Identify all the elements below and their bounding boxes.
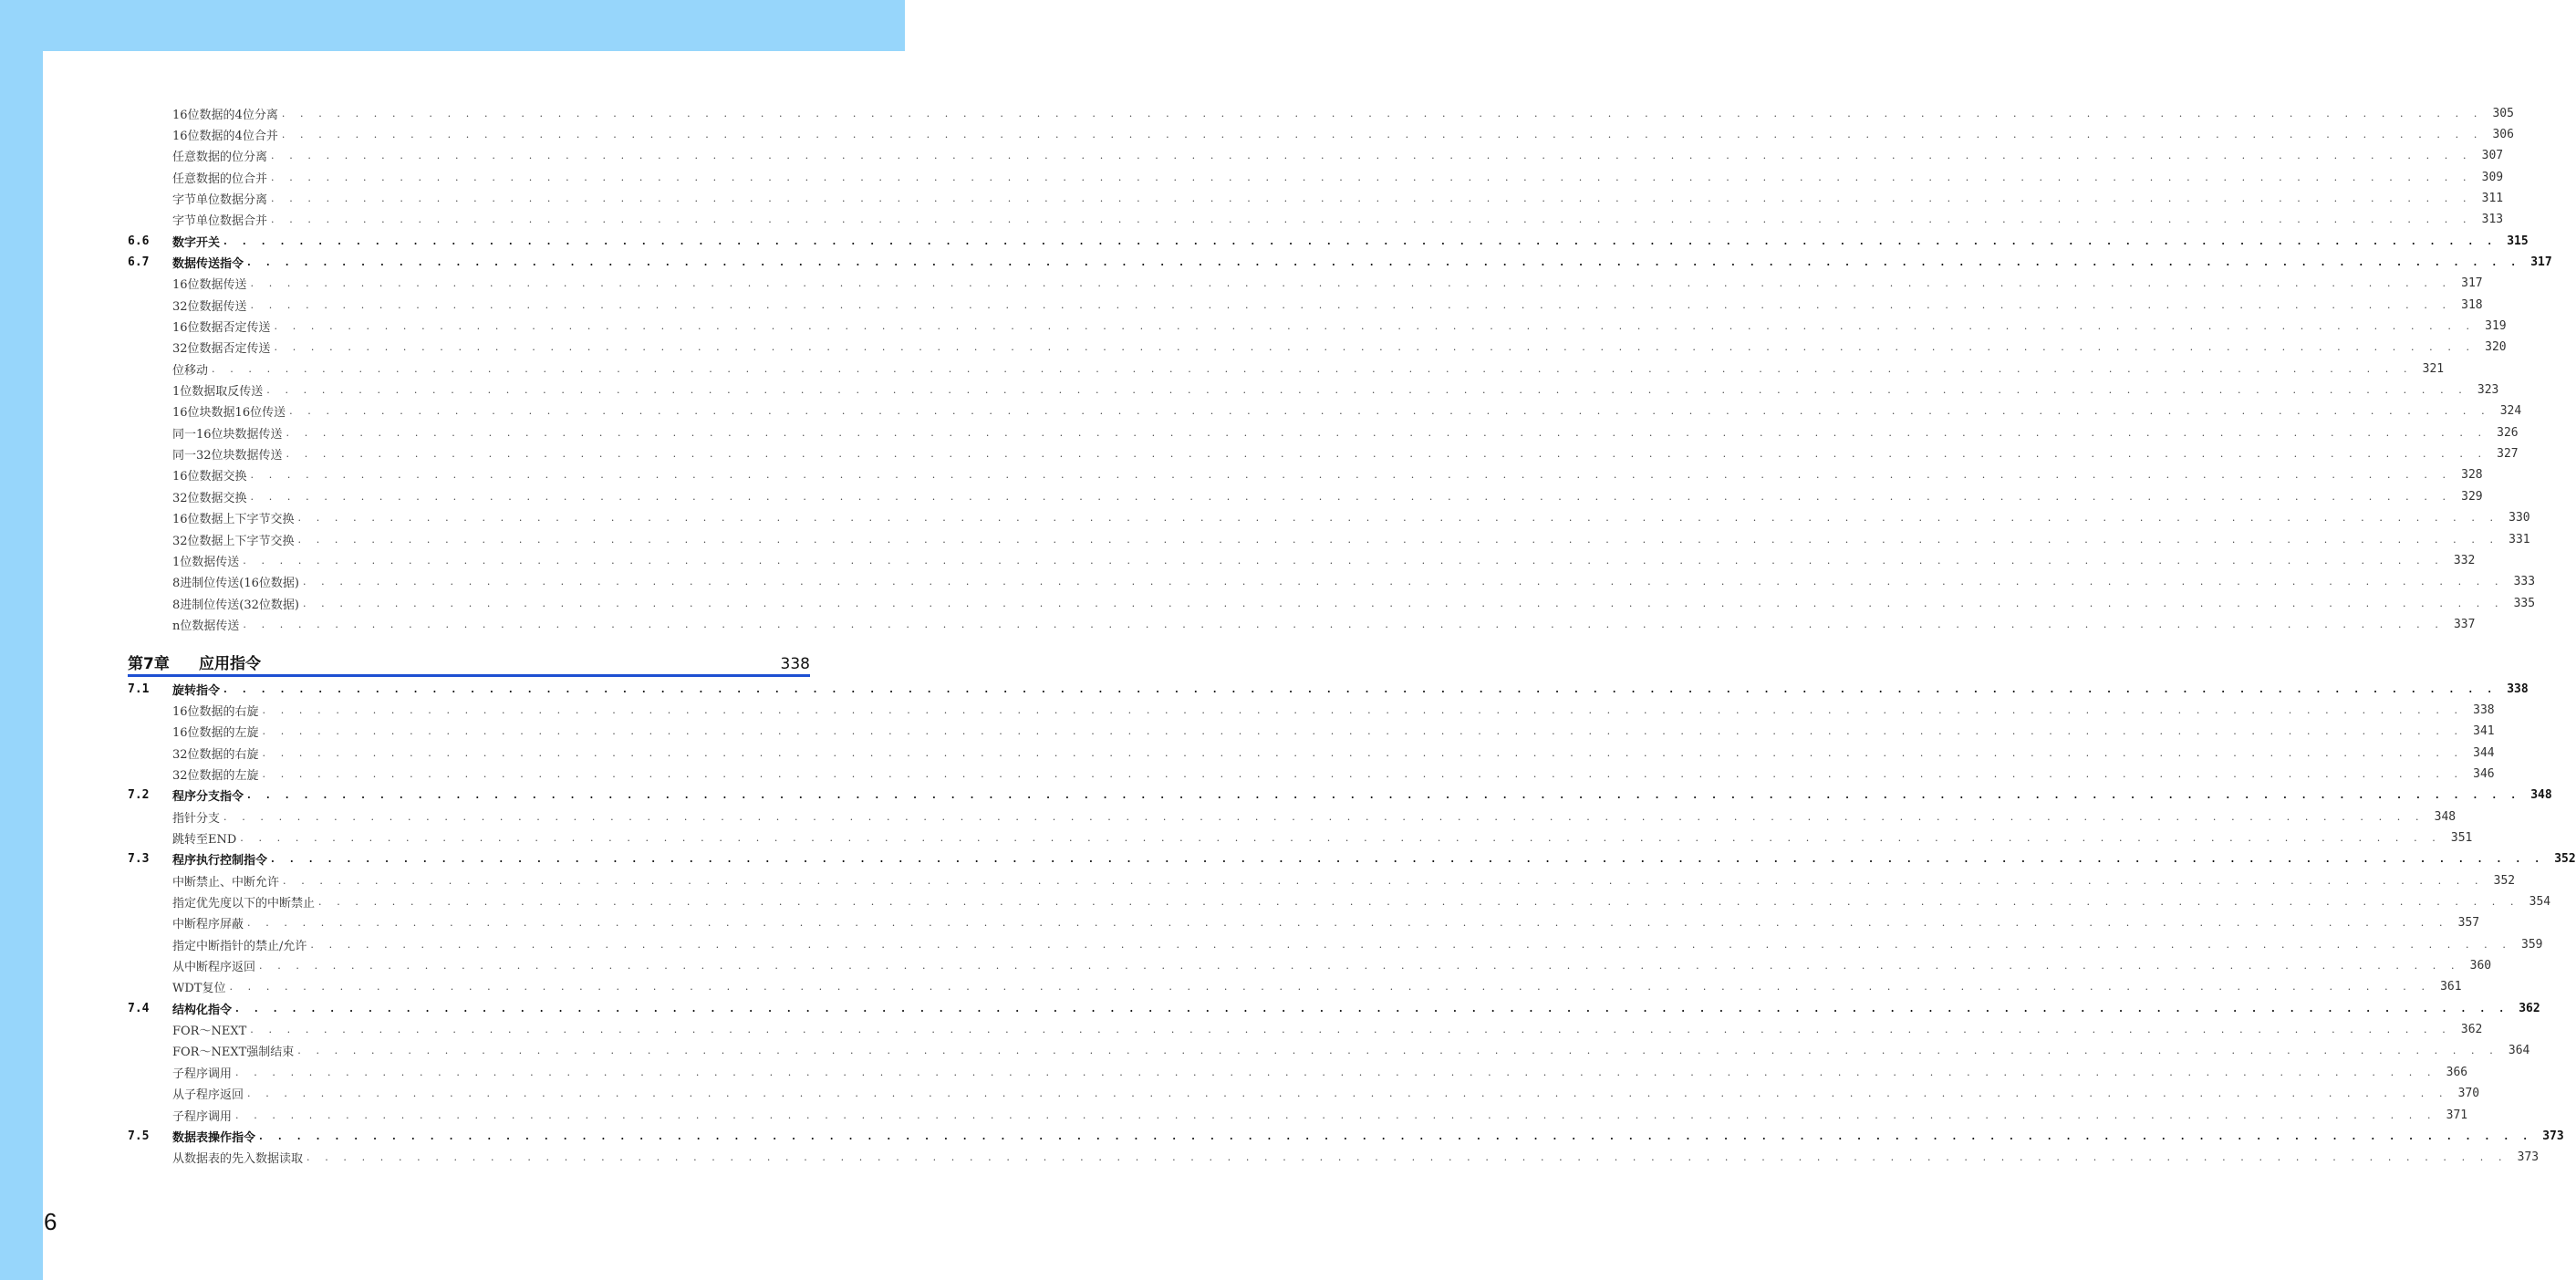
dot-leader: . . . . . . . . . . . . . . . . . . . . . . . . . . . . . . . . . . . . . . . . . . . . . . . . . . . . . . . . . . . . . . . . . . . . . . . . . . . . . . . . . . . . . . . . . . . . . . . . . . . . . . . . . . . . . . . . . . . . . . . . <box>306 1151 2508 1164</box>
entry-title: FOR～NEXT强制结束 <box>172 1046 295 1060</box>
dot-leader: . . . . . . . . . . . . . . . . . . . . . . . . . . . . . . . . . . . . . . . . . . . . . . . . . . . . . . . . . . . . . . . . . . . . . . . . . . . . . . . . . . . . . . . . . . . . . . . . . . . . . . . . . . . . . . . . . . . . . . . . <box>318 896 2520 908</box>
entry-title: 数据表操作指令 <box>172 1130 256 1145</box>
dot-leader: . . . . . . . . . . . . . . . . . . . . . . . . . . . . . . . . . . . . . . . . . . . . . . . . . . . . . . . . . . . . . . . . . . . . . . . . . . . . . . . . . . . . . . . . . . . . . . . . . . . . . . . . . . . . . . . . . . . . . . . . <box>262 767 2464 780</box>
dot-leader: . . . . . . . . . . . . . . . . . . . . . . . . . . . . . . . . . . . . . . . . . . . . . . . . . . . . . . . . . . . . . . . . . . . . . . . . . . . . . . . . . . . . . . . . . . . . . . . . . . . . . . . . . . . . . . . . . . . . . . . . <box>283 874 2485 887</box>
dot-leader: . . . . . . . . . . . . . . . . . . . . . . . . . . . . . . . . . . . . . . . . . . . . . . . . . . . . . . . . . . . . . . . . . . . . . . . . . . . . . . . . . . . . . . . . . . . . . . . . . . . . . . . . . . . . . . . . . . . . . . . . <box>271 150 2473 162</box>
entry-page-number: 323 <box>2477 383 2499 398</box>
dot-leader: . . . . . . . . . . . . . . . . . . . . . . . . . . . . . . . . . . . . . . . . . . . . . . . . . . . . . . . . . . . . . . . . . . . . . . . . . . . . . . . . . . . . . . . . . . . . . . . . . . . . . . . . . . . . . . . . . . . . . . . . <box>212 362 2414 375</box>
dot-leader: . . . . . . . . . . . . . . . . . . . . . . . . . . . . . . . . . . . . . . . . . . . . . . . . . . . . . . . . . . . . . . . . . . . . . . . . . . . . . . . . . . . . . . . . . . . . . . . . . . . . . . . . . . . . . . . . . . . . . . . . <box>250 277 2452 290</box>
entry-title: n位数据传送 <box>172 619 240 633</box>
dot-leader: . . . . . . . . . . . . . . . . . . . . . . . . . . . . . . . . . . . . . . . . . . . . . . . . . . . . . . . . . . . . . . . . . . . . . . . . . . . . . . . . . . . . . . . . . . . . . . . . . . . . . . . . . . . . . . . . . . . . . . . . <box>281 128 2483 140</box>
entry-page-number: 329 <box>2461 489 2483 504</box>
toc-entry-row[interactable] <box>128 1085 2480 1103</box>
dot-leader: . . . . . . . . . . . . . . . . . . . . . . . . . . . . . . . . . . . . . . . . . . . . . . . . . . . . . . . . . . . . . . . . . . . . . . . . . . . . . . . . . . . . . . . . . . . . . . . . . . . . . . . . . . . . . . . . . . . . . . . . <box>297 1045 2499 1057</box>
entry-page-number: 338 <box>2507 682 2529 696</box>
section-number: 7.4 <box>128 1001 150 1015</box>
chapter-title: 应用指令 <box>199 655 261 673</box>
entry-page-number: 346 <box>2473 766 2495 781</box>
toc-entry-row[interactable] <box>128 551 2476 569</box>
entry-page-number: 318 <box>2461 297 2483 312</box>
entry-title: 32位数据传送 <box>172 299 247 314</box>
entry-page-number: 327 <box>2497 447 2519 462</box>
dot-leader: . . . . . . . . . . . . . . . . . . . . . . . . . . . . . . . . . . . . . . . . . . . . . . . . . . . . . . . . . . . . . . . . . . . . . . . . . . . . . . . . . . . . . . . . . . . . . . . . . . . . . . . . . . . . . . . . . . . . . . . . <box>289 405 2491 418</box>
entry-title: 32位数据的左旋 <box>172 768 259 783</box>
dot-leader: . . . . . . . . . . . . . . . . . . . . . . . . . . . . . . . . . . . . . . . . . . . . . . . . . . . . . . . . . . . . . . . . . . . . . . . . . . . . . . . . . . . . . . . . . . . . . . . . . . . . . . . . . . . . . . . . . . . . . . . . <box>271 853 2545 866</box>
toc-section-row[interactable] <box>128 850 2576 869</box>
entry-page-number: 370 <box>2457 1087 2480 1101</box>
entry-page-number: 335 <box>2513 596 2536 610</box>
entry-page-number: 319 <box>2485 319 2507 333</box>
entry-title: 指定中断指针的禁止/允许 <box>172 939 307 953</box>
toc-entry-row[interactable] <box>128 957 2492 975</box>
entry-title: 从中断程序返回 <box>172 961 256 975</box>
entry-title: 字节单位数据分离 <box>172 193 268 207</box>
dot-leader: . . . . . . . . . . . . . . . . . . . . . . . . . . . . . . . . . . . . . . . . . . . . . . . . . . . . . . . . . . . . . . . . . . . . . . . . . . . . . . . . . . . . . . . . . . . . . . . . . . . . . . . . . . . . . . . . . . . . . . . . <box>235 1108 2437 1121</box>
toc-entry-row[interactable] <box>128 275 2483 293</box>
entry-title: 程序执行控制指令 <box>172 854 268 869</box>
section-number: 6.7 <box>128 255 150 269</box>
entry-page-number: 311 <box>2481 191 2504 205</box>
entry-page-number: 362 <box>2460 1023 2483 1037</box>
entry-title: 子程序调用 <box>172 1067 233 1081</box>
dot-leader: . . . . . . . . . . . . . . . . . . . . . . . . . . . . . . . . . . . . . . . . . . . . . . . . . . . . . . . . . . . . . . . . . . . . . . . . . . . . . . . . . . . . . . . . . . . . . . . . . . . . . . . . . . . . . . . . . . . . . . . . <box>271 192 2473 204</box>
toc-entry-row[interactable] <box>128 893 2551 911</box>
entry-title: 数据传送指令 <box>172 256 244 271</box>
chapter-page: 338 <box>780 655 810 673</box>
entry-page-number: 371 <box>2446 1108 2468 1122</box>
toc-section-row[interactable] <box>128 232 2529 250</box>
entry-page-number: 357 <box>2457 916 2480 931</box>
dot-leader: . . . . . . . . . . . . . . . . . . . . . . . . . . . . . . . . . . . . . . . . . . . . . . . . . . . . . . . . . . . . . . . . . . . . . . . . . . . . . . . . . . . . . . . . . . . . . . . . . . . . . . . . . . . . . . . . . . . . . . . . <box>247 1087 2449 1100</box>
entry-page-number: 362 <box>2519 1001 2540 1015</box>
entry-title: 指针分支 <box>172 811 221 826</box>
entry-title: 从子程序返回 <box>172 1088 244 1103</box>
dot-leader: . . . . . . . . . . . . . . . . . . . . . . . . . . . . . . . . . . . . . . . . . . . . . . . . . . . . . . . . . . . . . . . . . . . . . . . . . . . . . . . . . . . . . . . . . . . . . . . . . . . . . . . . . . . . . . . . . . . . . . . . <box>286 448 2488 461</box>
entry-page-number: 359 <box>2521 937 2543 952</box>
entry-page-number: 364 <box>2508 1044 2530 1058</box>
entry-title: 32位数据的右旋 <box>172 747 259 762</box>
dot-leader: . . . . . . . . . . . . . . . . . . . . . . . . . . . . . . . . . . . . . . . . . . . . . . . . . . . . . . . . . . . . . . . . . . . . . . . . . . . . . . . . . . . . . . . . . . . . . . . . . . . . . . . . . . . . . . . . . . . . . . . . <box>240 831 2442 844</box>
dot-leader: . . . . . . . . . . . . . . . . . . . . . . . . . . . . . . . . . . . . . . . . . . . . . . . . . . . . . . . . . . . . . . . . . . . . . . . . . . . . . . . . . . . . . . . . . . . . . . . . . . . . . . . . . . . . . . . . . . . . . . . . <box>235 1002 2509 1015</box>
toc-entry-row[interactable] <box>128 871 2516 890</box>
dot-leader: . . . . . . . . . . . . . . . . . . . . . . . . . . . . . . . . . . . . . . . . . . . . . . . . . . . . . . . . . . . . . . . . . . . . . . . . . . . . . . . . . . . . . . . . . . . . . . . . . . . . . . . . . . . . . . . . . . . . . . . . <box>262 703 2464 716</box>
dot-leader: . . . . . . . . . . . . . . . . . . . . . . . . . . . . . . . . . . . . . . . . . . . . . . . . . . . . . . . . . . . . . . . . . . . . . . . . . . . . . . . . . . . . . . . . . . . . . . . . . . . . . . . . . . . . . . . . . . . . . . . . <box>259 1129 2533 1142</box>
dot-leader: . . . . . . . . . . . . . . . . . . . . . . . . . . . . . . . . . . . . . . . . . . . . . . . . . . . . . . . . . . . . . . . . . . . . . . . . . . . . . . . . . . . . . . . . . . . . . . . . . . . . . . . . . . . . . . . . . . . . . . . . <box>310 938 2512 951</box>
entry-page-number: 306 <box>2492 127 2514 141</box>
left-decorative-band <box>0 0 43 1280</box>
entry-page-number: 328 <box>2461 468 2483 483</box>
entry-page-number: 317 <box>2530 255 2552 269</box>
entry-page-number: 331 <box>2508 532 2530 546</box>
entry-page-number: 321 <box>2422 361 2445 376</box>
entry-page-number: 337 <box>2453 617 2476 631</box>
toc-entry-row[interactable] <box>128 723 2495 741</box>
toc-entry-row[interactable] <box>128 189 2504 207</box>
toc-section-row[interactable] <box>128 786 2552 805</box>
dot-leader: . . . . . . . . . . . . . . . . . . . . . . . . . . . . . . . . . . . . . . . . . . . . . . . . . . . . . . . . . . . . . . . . . . . . . . . . . . . . . . . . . . . . . . . . . . . . . . . . . . . . . . . . . . . . . . . . . . . . . . . . <box>243 618 2445 630</box>
dot-leader: . . . . . . . . . . . . . . . . . . . . . . . . . . . . . . . . . . . . . . . . . . . . . . . . . . . . . . . . . . . . . . . . . . . . . . . . . . . . . . . . . . . . . . . . . . . . . . . . . . . . . . . . . . . . . . . . . . . . . . . . <box>223 682 2498 695</box>
entry-page-number: 333 <box>2513 575 2536 589</box>
entry-page-number: 348 <box>2530 788 2552 803</box>
entry-page-number: 315 <box>2507 234 2529 248</box>
dot-leader: . . . . . . . . . . . . . . . . . . . . . . . . . . . . . . . . . . . . . . . . . . . . . . . . . . . . . . . . . . . . . . . . . . . . . . . . . . . . . . . . . . . . . . . . . . . . . . . . . . . . . . . . . . . . . . . . . . . . . . . . <box>223 810 2425 823</box>
entry-page-number: 341 <box>2473 724 2495 739</box>
top-decorative-band <box>0 0 905 51</box>
toc-entry-row[interactable] <box>128 509 2530 527</box>
entry-title: FOR～NEXT <box>172 1025 247 1039</box>
dot-leader: . . . . . . . . . . . . . . . . . . . . . . . . . . . . . . . . . . . . . . . . . . . . . . . . . . . . . . . . . . . . . . . . . . . . . . . . . . . . . . . . . . . . . . . . . . . . . . . . . . . . . . . . . . . . . . . . . . . . . . . . <box>259 960 2461 973</box>
entry-title: 16位数据的左旋 <box>172 726 259 741</box>
entry-title: 子程序调用 <box>172 1109 233 1124</box>
entry-title: 同一16位块数据传送 <box>172 427 283 442</box>
entry-page-number: 332 <box>2453 553 2476 567</box>
entry-page-number: 344 <box>2473 745 2495 760</box>
section-number: 6.6 <box>128 234 150 248</box>
toc-entry-row[interactable] <box>128 104 2514 122</box>
entry-title: 程序分支指令 <box>172 790 244 805</box>
dot-leader: . . . . . . . . . . . . . . . . . . . . . . . . . . . . . . . . . . . . . . . . . . . . . . . . . . . . . . . . . . . . . . . . . . . . . . . . . . . . . . . . . . . . . . . . . . . . . . . . . . . . . . . . . . . . . . . . . . . . . . . . <box>250 469 2452 482</box>
entry-title: 任意数据的位分离 <box>172 151 268 165</box>
entry-title: 指定优先度以下的中断禁止 <box>172 897 316 911</box>
dot-leader: . . . . . . . . . . . . . . . . . . . . . . . . . . . . . . . . . . . . . . . . . . . . . . . . . . . . . . . . . . . . . . . . . . . . . . . . . . . . . . . . . . . . . . . . . . . . . . . . . . . . . . . . . . . . . . . . . . . . . . . . <box>243 554 2445 567</box>
entry-page-number: 305 <box>2492 106 2514 120</box>
entry-title: 中断程序屏蔽 <box>172 918 244 932</box>
entry-page-number: 307 <box>2481 149 2504 163</box>
entry-title: 8进制位传送(32位数据) <box>172 598 299 612</box>
entry-title: 从数据表的先入数据读取 <box>172 1152 304 1167</box>
toc-section-row[interactable] <box>128 999 2540 1017</box>
entry-page-number: 326 <box>2497 425 2519 440</box>
entry-page-number: 351 <box>2450 830 2473 845</box>
entry-title: 1位数据取反传送 <box>172 385 264 400</box>
toc-entry-row[interactable] <box>128 147 2504 165</box>
dot-leader: . . . . . . . . . . . . . . . . . . . . . . . . . . . . . . . . . . . . . . . . . . . . . . . . . . . . . . . . . . . . . . . . . . . . . . . . . . . . . . . . . . . . . . . . . . . . . . . . . . . . . . . . . . . . . . . . . . . . . . . . <box>297 533 2499 546</box>
toc-entry-row[interactable] <box>128 317 2507 336</box>
entry-title: 跳转至END <box>172 832 237 847</box>
entry-page-number: 309 <box>2481 170 2504 184</box>
dot-leader: . . . . . . . . . . . . . . . . . . . . . . . . . . . . . . . . . . . . . . . . . . . . . . . . . . . . . . . . . . . . . . . . . . . . . . . . . . . . . . . . . . . . . . . . . . . . . . . . . . . . . . . . . . . . . . . . . . . . . . . . <box>229 981 2431 994</box>
dot-leader: . . . . . . . . . . . . . . . . . . . . . . . . . . . . . . . . . . . . . . . . . . . . . . . . . . . . . . . . . . . . . . . . . . . . . . . . . . . . . . . . . . . . . . . . . . . . . . . . . . . . . . . . . . . . . . . . . . . . . . . . <box>247 789 2521 802</box>
toc-entry-row[interactable] <box>128 445 2519 463</box>
toc-entry-row[interactable] <box>128 530 2530 548</box>
dot-leader: . . . . . . . . . . . . . . . . . . . . . . . . . . . . . . . . . . . . . . . . . . . . . . . . . . . . . . . . . . . . . . . . . . . . . . . . . . . . . . . . . . . . . . . . . . . . . . . . . . . . . . . . . . . . . . . . . . . . . . . . <box>247 917 2449 930</box>
entry-page-number: 313 <box>2481 213 2504 227</box>
toc-entry-row[interactable] <box>128 828 2473 847</box>
entry-title: 8进制位传送(16位数据) <box>172 577 299 591</box>
dot-leader: . . . . . . . . . . . . . . . . . . . . . . . . . . . . . . . . . . . . . . . . . . . . . . . . . . . . . . . . . . . . . . . . . . . . . . . . . . . . . . . . . . . . . . . . . . . . . . . . . . . . . . . . . . . . . . . . . . . . . . . . <box>250 298 2452 311</box>
entry-title: 16位数据的右旋 <box>172 704 259 719</box>
toc-entry-row[interactable] <box>128 211 2504 229</box>
dot-leader: . . . . . . . . . . . . . . . . . . . . . . . . . . . . . . . . . . . . . . . . . . . . . . . . . . . . . . . . . . . . . . . . . . . . . . . . . . . . . . . . . . . . . . . . . . . . . . . . . . . . . . . . . . . . . . . . . . . . . . . . <box>274 320 2476 332</box>
entry-title: 16位数据的4位分离 <box>172 108 278 122</box>
toc-entry-row[interactable] <box>128 744 2495 762</box>
toc-entry-row[interactable] <box>128 466 2483 484</box>
entry-title: 16位数据传送 <box>172 278 247 293</box>
entry-page-number: 354 <box>2529 895 2551 909</box>
entry-title: 16位数据否定传送 <box>172 321 271 335</box>
entry-title: 旋转指令 <box>172 683 221 698</box>
entry-page-number: 360 <box>2469 959 2492 973</box>
dot-leader: . . . . . . . . . . . . . . . . . . . . . . . . . . . . . . . . . . . . . . . . . . . . . . . . . . . . . . . . . . . . . . . . . . . . . . . . . . . . . . . . . . . . . . . . . . . . . . . . . . . . . . . . . . . . . . . . . . . . . . . . <box>286 426 2488 439</box>
toc-section-row[interactable] <box>128 1127 2564 1145</box>
toc-entry-row[interactable] <box>128 1021 2483 1039</box>
entry-page-number: 324 <box>2499 404 2522 419</box>
entry-page-number: 373 <box>2542 1129 2564 1143</box>
entry-title: WDT复位 <box>172 982 226 996</box>
entry-page-number: 352 <box>2493 873 2516 888</box>
entry-title: 任意数据的位合并 <box>172 172 268 186</box>
toc-entry-row[interactable] <box>128 1149 2540 1167</box>
dot-leader: . . . . . . . . . . . . . . . . . . . . . . . . . . . . . . . . . . . . . . . . . . . . . . . . . . . . . . . . . . . . . . . . . . . . . . . . . . . . . . . . . . . . . . . . . . . . . . . . . . . . . . . . . . . . . . . . . . . . . . . . <box>262 725 2464 738</box>
toc-entry-row[interactable] <box>128 168 2504 186</box>
toc-entry-row[interactable] <box>128 359 2445 378</box>
dot-leader: . . . . . . . . . . . . . . . . . . . . . . . . . . . . . . . . . . . . . . . . . . . . . . . . . . . . . . . . . . . . . . . . . . . . . . . . . . . . . . . . . . . . . . . . . . . . . . . . . . . . . . . . . . . . . . . . . . . . . . . . <box>247 255 2521 268</box>
section-number: 7.1 <box>128 682 150 696</box>
toc-section-row[interactable] <box>128 253 2552 271</box>
entry-page-number: 317 <box>2461 276 2483 291</box>
entry-title: 同一32位块数据传送 <box>172 449 283 463</box>
entry-page-number: 348 <box>2434 809 2457 824</box>
entry-title: 1位数据传送 <box>172 555 240 569</box>
entry-title: 数字开关 <box>172 235 221 250</box>
toc-entry-row[interactable] <box>128 807 2457 826</box>
entry-page-number: 338 <box>2473 702 2495 717</box>
toc-entry-row[interactable] <box>128 487 2483 505</box>
toc-entry-row[interactable] <box>128 615 2476 633</box>
entry-title: 位移动 <box>172 363 209 378</box>
section-number: 7.3 <box>128 852 150 867</box>
toc-entry-row[interactable] <box>128 338 2507 357</box>
entry-page-number: 373 <box>2517 1150 2540 1165</box>
entry-title: 字节单位数据合并 <box>172 214 268 229</box>
entry-page-number: 366 <box>2446 1065 2468 1079</box>
dot-leader: . . . . . . . . . . . . . . . . . . . . . . . . . . . . . . . . . . . . . . . . . . . . . . . . . . . . . . . . . . . . . . . . . . . . . . . . . . . . . . . . . . . . . . . . . . . . . . . . . . . . . . . . . . . . . . . . . . . . . . . . <box>297 512 2499 525</box>
entry-title: 16位数据上下字节交换 <box>172 513 295 527</box>
entry-title: 16位数据交换 <box>172 470 247 484</box>
toc-entry-row[interactable] <box>128 402 2522 421</box>
dot-leader: . . . . . . . . . . . . . . . . . . . . . . . . . . . . . . . . . . . . . . . . . . . . . . . . . . . . . . . . . . . . . . . . . . . . . . . . . . . . . . . . . . . . . . . . . . . . . . . . . . . . . . . . . . . . . . . . . . . . . . . . <box>266 384 2468 397</box>
entry-title: 中断禁止、中断允许 <box>172 875 280 890</box>
dot-leader: . . . . . . . . . . . . . . . . . . . . . . . . . . . . . . . . . . . . . . . . . . . . . . . . . . . . . . . . . . . . . . . . . . . . . . . . . . . . . . . . . . . . . . . . . . . . . . . . . . . . . . . . . . . . . . . . . . . . . . . . <box>271 171 2473 183</box>
toc-entry-row[interactable] <box>128 914 2480 932</box>
toc-entry-row[interactable] <box>128 423 2519 442</box>
entry-title: 16位数据的4位合并 <box>172 129 278 143</box>
chapter-heading[interactable] <box>128 650 810 677</box>
dot-leader: . . . . . . . . . . . . . . . . . . . . . . . . . . . . . . . . . . . . . . . . . . . . . . . . . . . . . . . . . . . . . . . . . . . . . . . . . . . . . . . . . . . . . . . . . . . . . . . . . . . . . . . . . . . . . . . . . . . . . . . . <box>235 1066 2437 1078</box>
section-number: 7.5 <box>128 1129 150 1143</box>
entry-page-number: 320 <box>2485 340 2507 355</box>
entry-page-number: 352 <box>2554 852 2576 867</box>
dot-leader: . . . . . . . . . . . . . . . . . . . . . . . . . . . . . . . . . . . . . . . . . . . . . . . . . . . . . . . . . . . . . . . . . . . . . . . . . . . . . . . . . . . . . . . . . . . . . . . . . . . . . . . . . . . . . . . . . . . . . . . . <box>271 213 2473 226</box>
entry-title: 32位数据上下字节交换 <box>172 534 295 548</box>
toc-entry-row[interactable] <box>128 594 2536 612</box>
toc-entry-row[interactable] <box>128 1042 2530 1060</box>
page-number: 6 <box>44 1208 57 1235</box>
dot-leader: . . . . . . . . . . . . . . . . . . . . . . . . . . . . . . . . . . . . . . . . . . . . . . . . . . . . . . . . . . . . . . . . . . . . . . . . . . . . . . . . . . . . . . . . . . . . . . . . . . . . . . . . . . . . . . . . . . . . . . . . <box>274 341 2476 354</box>
entry-page-number: 361 <box>2440 980 2462 994</box>
entry-title: 16位块数据16位传送 <box>172 406 286 421</box>
dot-leader: . . . . . . . . . . . . . . . . . . . . . . . . . . . . . . . . . . . . . . . . . . . . . . . . . . . . . . . . . . . . . . . . . . . . . . . . . . . . . . . . . . . . . . . . . . . . . . . . . . . . . . . . . . . . . . . . . . . . . . . . <box>302 597 2505 609</box>
dot-leader: . . . . . . . . . . . . . . . . . . . . . . . . . . . . . . . . . . . . . . . . . . . . . . . . . . . . . . . . . . . . . . . . . . . . . . . . . . . . . . . . . . . . . . . . . . . . . . . . . . . . . . . . . . . . . . . . . . . . . . . . <box>302 576 2505 588</box>
chapter-label: 第7章 <box>128 655 170 673</box>
entry-title: 结构化指令 <box>172 1003 233 1017</box>
toc-entry-row[interactable] <box>128 935 2543 953</box>
dot-leader: . . . . . . . . . . . . . . . . . . . . . . . . . . . . . . . . . . . . . . . . . . . . . . . . . . . . . . . . . . . . . . . . . . . . . . . . . . . . . . . . . . . . . . . . . . . . . . . . . . . . . . . . . . . . . . . . . . . . . . . . <box>262 746 2464 759</box>
section-number: 7.2 <box>128 788 150 803</box>
toc-entry-row[interactable] <box>128 296 2483 314</box>
entry-title: 32位数据交换 <box>172 491 247 505</box>
entry-page-number: 330 <box>2508 511 2530 526</box>
dot-leader: . . . . . . . . . . . . . . . . . . . . . . . . . . . . . . . . . . . . . . . . . . . . . . . . . . . . . . . . . . . . . . . . . . . . . . . . . . . . . . . . . . . . . . . . . . . . . . . . . . . . . . . . . . . . . . . . . . . . . . . . <box>250 490 2452 503</box>
toc-entry-row[interactable] <box>128 1063 2468 1081</box>
toc-entry-row[interactable] <box>128 701 2495 719</box>
toc-entry-row[interactable] <box>128 1106 2468 1124</box>
toc-entry-row[interactable] <box>128 765 2495 783</box>
entry-title: 32位数据否定传送 <box>172 342 271 357</box>
toc-entry-row[interactable] <box>128 381 2499 400</box>
toc-section-row[interactable] <box>128 680 2529 698</box>
toc-entry-row[interactable] <box>128 573 2536 591</box>
toc-entry-row[interactable] <box>128 125 2514 143</box>
dot-leader: . . . . . . . . . . . . . . . . . . . . . . . . . . . . . . . . . . . . . . . . . . . . . . . . . . . . . . . . . . . . . . . . . . . . . . . . . . . . . . . . . . . . . . . . . . . . . . . . . . . . . . . . . . . . . . . . . . . . . . . . <box>250 1024 2452 1036</box>
dot-leader: . . . . . . . . . . . . . . . . . . . . . . . . . . . . . . . . . . . . . . . . . . . . . . . . . . . . . . . . . . . . . . . . . . . . . . . . . . . . . . . . . . . . . . . . . . . . . . . . . . . . . . . . . . . . . . . . . . . . . . . . <box>281 107 2483 120</box>
dot-leader: . . . . . . . . . . . . . . . . . . . . . . . . . . . . . . . . . . . . . . . . . . . . . . . . . . . . . . . . . . . . . . . . . . . . . . . . . . . . . . . . . . . . . . . . . . . . . . . . . . . . . . . . . . . . . . . . . . . . . . . . <box>223 234 2498 247</box>
toc-entry-row[interactable] <box>128 978 2462 996</box>
